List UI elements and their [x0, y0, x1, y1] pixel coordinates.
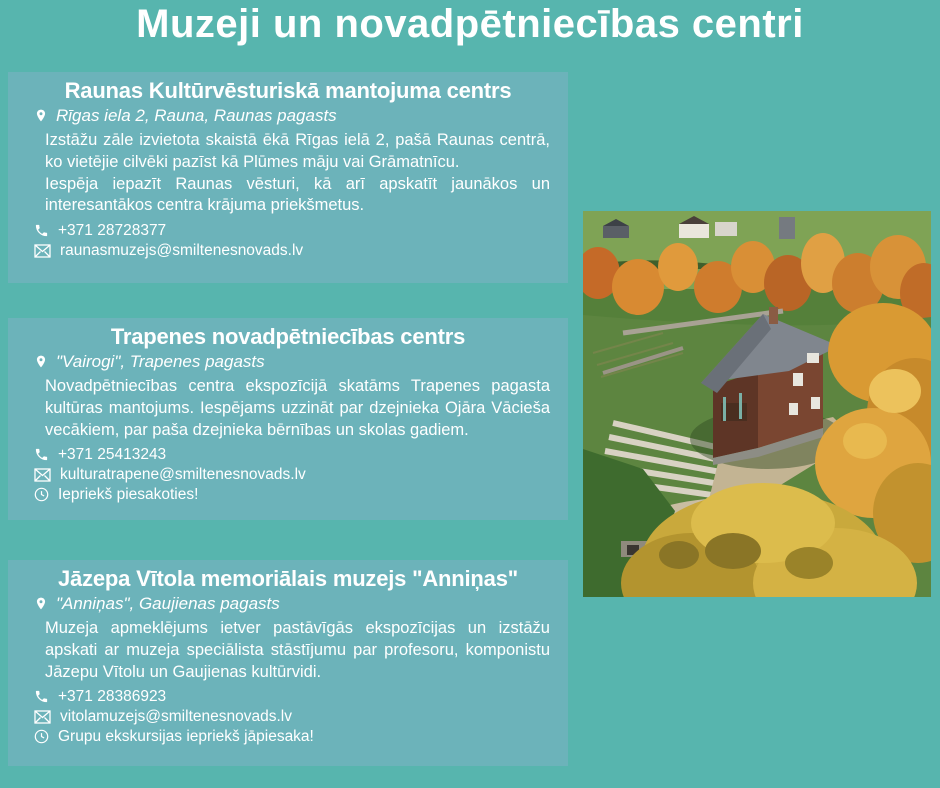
- museum-card-vitols: [8, 560, 568, 766]
- card-title: Trapenes novadpētniecības centrs: [110, 324, 466, 349]
- note-row: [34, 485, 554, 504]
- card-address-row: [34, 351, 550, 372]
- phone-icon: [34, 447, 49, 462]
- phone-number: +371 28728377: [58, 222, 167, 240]
- email-row: [34, 241, 554, 260]
- visit-note: Grupu ekskursijas iepriekš jāpiesaka!: [58, 728, 314, 746]
- phone-number: +371 28386923: [58, 688, 167, 706]
- envelope-icon: [34, 710, 51, 724]
- card-description: Novadpētniecības centra ekspozīcijā skatāms Trapenes pagasta kultūras mantojums. Iespējams uzzināt par dzejnieka Ojāra Vācieša vecākiem, par paša dzejnieka bērnības un skolas gadiem.: [45, 377, 550, 439]
- card-title: Raunas Kultūrvēsturiskā mantojuma centrs: [64, 78, 512, 103]
- phone-row: [34, 687, 554, 706]
- email-address: raunasmuzejs@smiltenesnovads.lv: [60, 242, 304, 260]
- phone-number: +371 25413243: [58, 446, 167, 464]
- envelope-icon: [34, 468, 51, 482]
- clock-icon: [34, 487, 49, 502]
- card-address-row: [34, 593, 550, 614]
- card-description: Iespēja iepazīt Raunas vēsturi, kā arī apskatīt jaunākos un interesantākos centra krājuma priekšmetus.: [45, 174, 550, 215]
- card-description: Muzeja apmeklējums ietver pastāvīgās ekspozīcijas un izstāžu apskati ar muzeja speciālista stāstījumu par profesoru, komponistu Jāzepu Vītolu un Gaujienas kultūrvidi.: [45, 619, 550, 681]
- phone-icon: [34, 223, 49, 238]
- location-pin-icon: [34, 107, 48, 124]
- museum-card-trapene: [8, 318, 568, 520]
- email-row: [34, 707, 554, 726]
- card-description: Izstāžu zāle izvietota skaistā ēkā Rīgas ielā 2, pašā Raunas centrā, ko vietējie cilvēki pazīst kā Plūmes māju vai Grāmatnīcu.: [45, 131, 550, 171]
- page-title: Muzeji un novadpētniecības centri: [136, 2, 804, 46]
- location-pin-icon: [34, 595, 48, 612]
- clock-icon: [34, 729, 49, 744]
- museum-card-rauna: [8, 72, 568, 283]
- note-row: [34, 727, 554, 746]
- visit-note: Iepriekš piesakoties!: [58, 486, 199, 504]
- card-address: "Vairogi", Trapenes pagasts: [56, 352, 265, 371]
- email-row: [34, 465, 554, 484]
- card-address: "Anniņas", Gaujienas pagasts: [56, 594, 280, 613]
- phone-row: [34, 221, 554, 240]
- card-address: Rīgas iela 2, Rauna, Raunas pagasts: [56, 106, 337, 125]
- email-address: kulturatrapene@smiltenesnovads.lv: [60, 466, 306, 484]
- envelope-icon: [34, 244, 51, 258]
- email-address: vitolamuzejs@smiltenesnovads.lv: [60, 708, 292, 726]
- museum-photo: [583, 211, 931, 597]
- card-address-row: [34, 105, 550, 126]
- location-pin-icon: [34, 353, 48, 370]
- phone-row: [34, 445, 554, 464]
- card-title: Jāzepa Vītola memoriālais muzejs "Anniņas": [58, 566, 518, 591]
- phone-icon: [34, 689, 49, 704]
